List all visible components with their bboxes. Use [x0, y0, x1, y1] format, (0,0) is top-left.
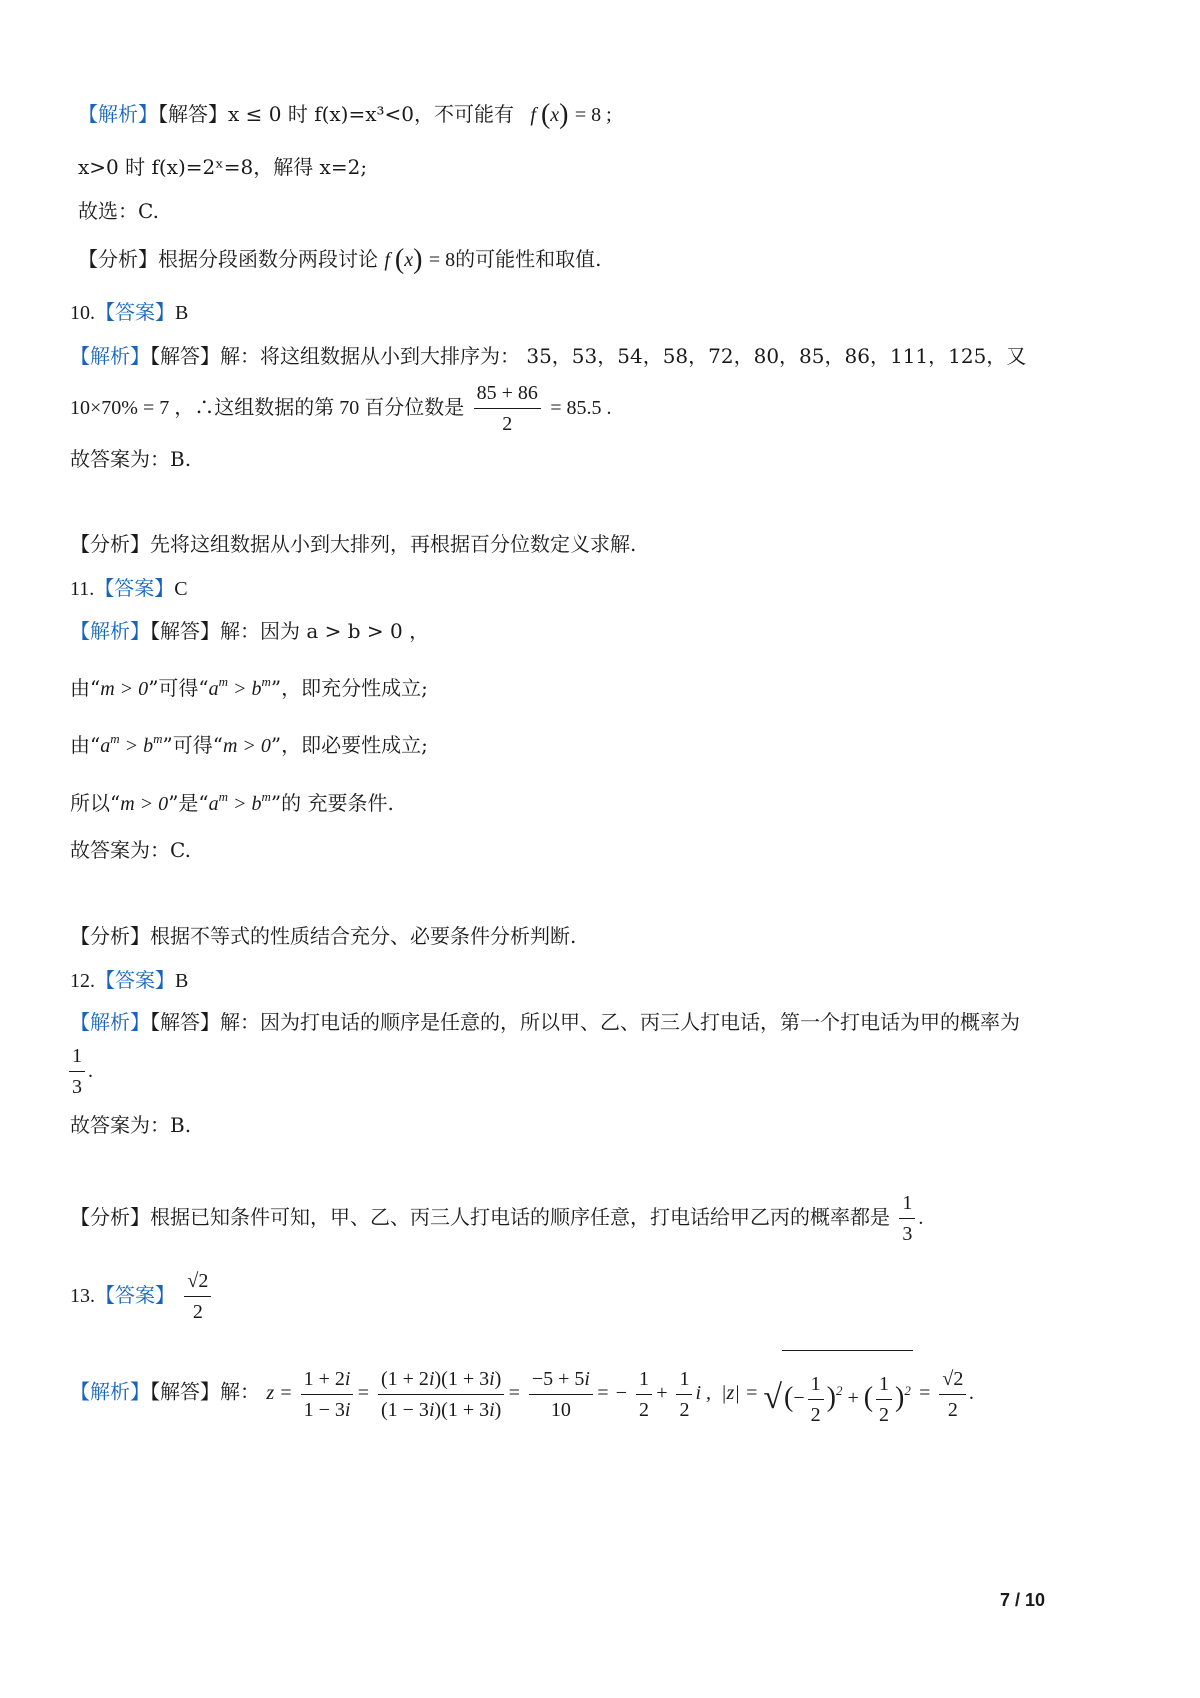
q10-conclusion: 故答案为：B.	[70, 447, 192, 471]
math-f-of-x: f (x)	[384, 244, 423, 275]
q13-answer-line: 13.【答案】 $\frac{√2}{2}$	[70, 1262, 214, 1329]
fraction-1-over-3: $\frac{1}{3}$	[899, 1188, 915, 1249]
q9-solution-line1: 【解析】【解答】x ≤ 0 时 f(x)=x³<0，不可能有 f (x) = 8 ;	[78, 99, 612, 130]
tag-daan: 【答案】	[95, 968, 175, 992]
q10-answer: B	[175, 302, 189, 324]
page-number: 7 / 10	[1000, 1590, 1046, 1610]
q10-analysis: 【分析】先将这组数据从小到大排列，再根据百分位数定义求解.	[70, 532, 637, 556]
q11-answer-line: 11.【答案】C	[70, 576, 188, 600]
tag-jieda: 【解答】	[158, 102, 228, 126]
tag-fenxi: 【分析】	[70, 1205, 150, 1229]
q11-answer: C	[174, 578, 188, 600]
q11-conclusion: 故答案为：C.	[70, 838, 191, 862]
tag-daan: 【答案】	[94, 576, 175, 600]
math-f-of-x: f (x)	[520, 99, 569, 130]
tag-daan: 【答案】	[95, 300, 175, 324]
q10-solution-line1: 【解析】【解答】解：将这组数据从小到大排序为： 35，53，54，58，72，80，85，86，111，125，又	[70, 344, 1027, 368]
math-am-gt-bm: $a^m > b^m$	[208, 789, 271, 815]
fraction-1-over-3: $\frac{1}{3}$	[69, 1041, 85, 1102]
q12-answer-line: 12.【答案】B	[70, 968, 189, 992]
tag-fenxi: 【分析】	[70, 924, 150, 948]
tag-jieda: 【解答】	[150, 619, 220, 643]
q11-solution-line3: 由“$a^m > b^m$”可得“m > 0”，即必要性成立;	[70, 731, 428, 757]
math-am-gt-bm: $a^m > b^m$	[208, 674, 271, 700]
q12-analysis: 【分析】根据已知条件可知，甲、乙、丙三人打电话的顺序任意，打电话给甲乙丙的概率都是 $\frac{1}{3}$ .	[70, 1186, 923, 1249]
tag-jiexi: 【解析】	[78, 102, 158, 126]
q12-fraction-line: $\frac{1}{3}$ .	[66, 1040, 93, 1102]
q10-solution-line2: 10×70% = 7 ，∴这组数据的第 70 百分位数是 $\frac{85 + 86}{2}$ = 85.5 .	[70, 376, 612, 439]
math-complex-z-derivation: z = $\frac{1 + 2i}{1 - 3i}$ = $\frac{(1 + 2i)(1 + 3i)}{(1 - 3i)(1 + 3i)}$ = $\frac{-5 + 5i}{10}$ = − $\frac{1}{2}$ + $\frac{1}{2}$ i , |z| = √(− $\frac{1}{2}$ )$^2$ + ( $\frac{1}{2}$ )$^2$ = $\frac{√2}{2}$ .	[266, 1382, 974, 1404]
tag-jieda: 【解答】	[150, 1379, 220, 1404]
q9-solution-line3: 故选：C.	[78, 199, 159, 223]
q11-solution-line2: 由“m > 0”可得“$a^m > b^m$”，即充分性成立;	[70, 674, 428, 700]
tag-fenxi: 【分析】	[70, 532, 150, 556]
tag-daan: 【答案】	[95, 1283, 175, 1307]
tag-jieda: 【解答】	[150, 1010, 220, 1034]
q12-answer: B	[175, 970, 189, 992]
q13-solution-line: 【解析】【解答】解： z = $\frac{1 + 2i}{1 - 3i}$ = $\frac{(1 + 2i)(1 + 3i)}{(1 - 3i)(1 + 3i)}$ = $\frac{-5 + 5i}{10}$ = − $\frac{1}{2}$ + $\frac{1}{2}$ i , |z| = √(− $\frac{1}{2}$ )$^2$ + ( $\frac{1}{2}$ )$^2$ = $\frac{√2}{2}$ .	[70, 1350, 974, 1438]
tag-fenxi: 【分析】	[78, 247, 158, 271]
q9-solution-line2: x>0 时 f(x)=2ˣ=8，解得 x=2;	[78, 155, 368, 179]
tag-jiexi: 【解析】	[70, 344, 150, 368]
fraction-85-86-over-2: $\frac{85 + 86}{2}$	[474, 378, 541, 439]
tag-jiexi: 【解析】	[70, 1379, 150, 1404]
tag-jieda: 【解答】	[150, 344, 220, 368]
tag-jiexi: 【解析】	[70, 1010, 150, 1034]
q12-conclusion: 故答案为：B.	[70, 1113, 192, 1137]
q10-answer-line: 10.【答案】B	[70, 300, 189, 324]
q9-analysis: 【分析】根据分段函数分两段讨论 f (x) = 8的可能性和取值.	[78, 244, 602, 275]
math-am-gt-bm: $a^m > b^m$	[100, 731, 163, 757]
q11-solution-line1: 【解析】【解答】解：因为 a > b > 0 ，	[70, 619, 430, 643]
q11-solution-line4: 所以“m > 0”是“$a^m > b^m$”的 充要条件.	[70, 789, 394, 815]
q13-answer-fraction: $\frac{√2}{2}$	[184, 1266, 211, 1327]
q12-solution-line1: 【解析】【解答】解：因为打电话的顺序是任意的，所以甲、乙、丙三人打电话，第一个打电话为甲的概率为	[70, 1010, 1020, 1034]
q11-analysis: 【分析】根据不等式的性质结合充分、必要条件分析判断.	[70, 924, 577, 948]
tag-jiexi: 【解析】	[70, 619, 150, 643]
